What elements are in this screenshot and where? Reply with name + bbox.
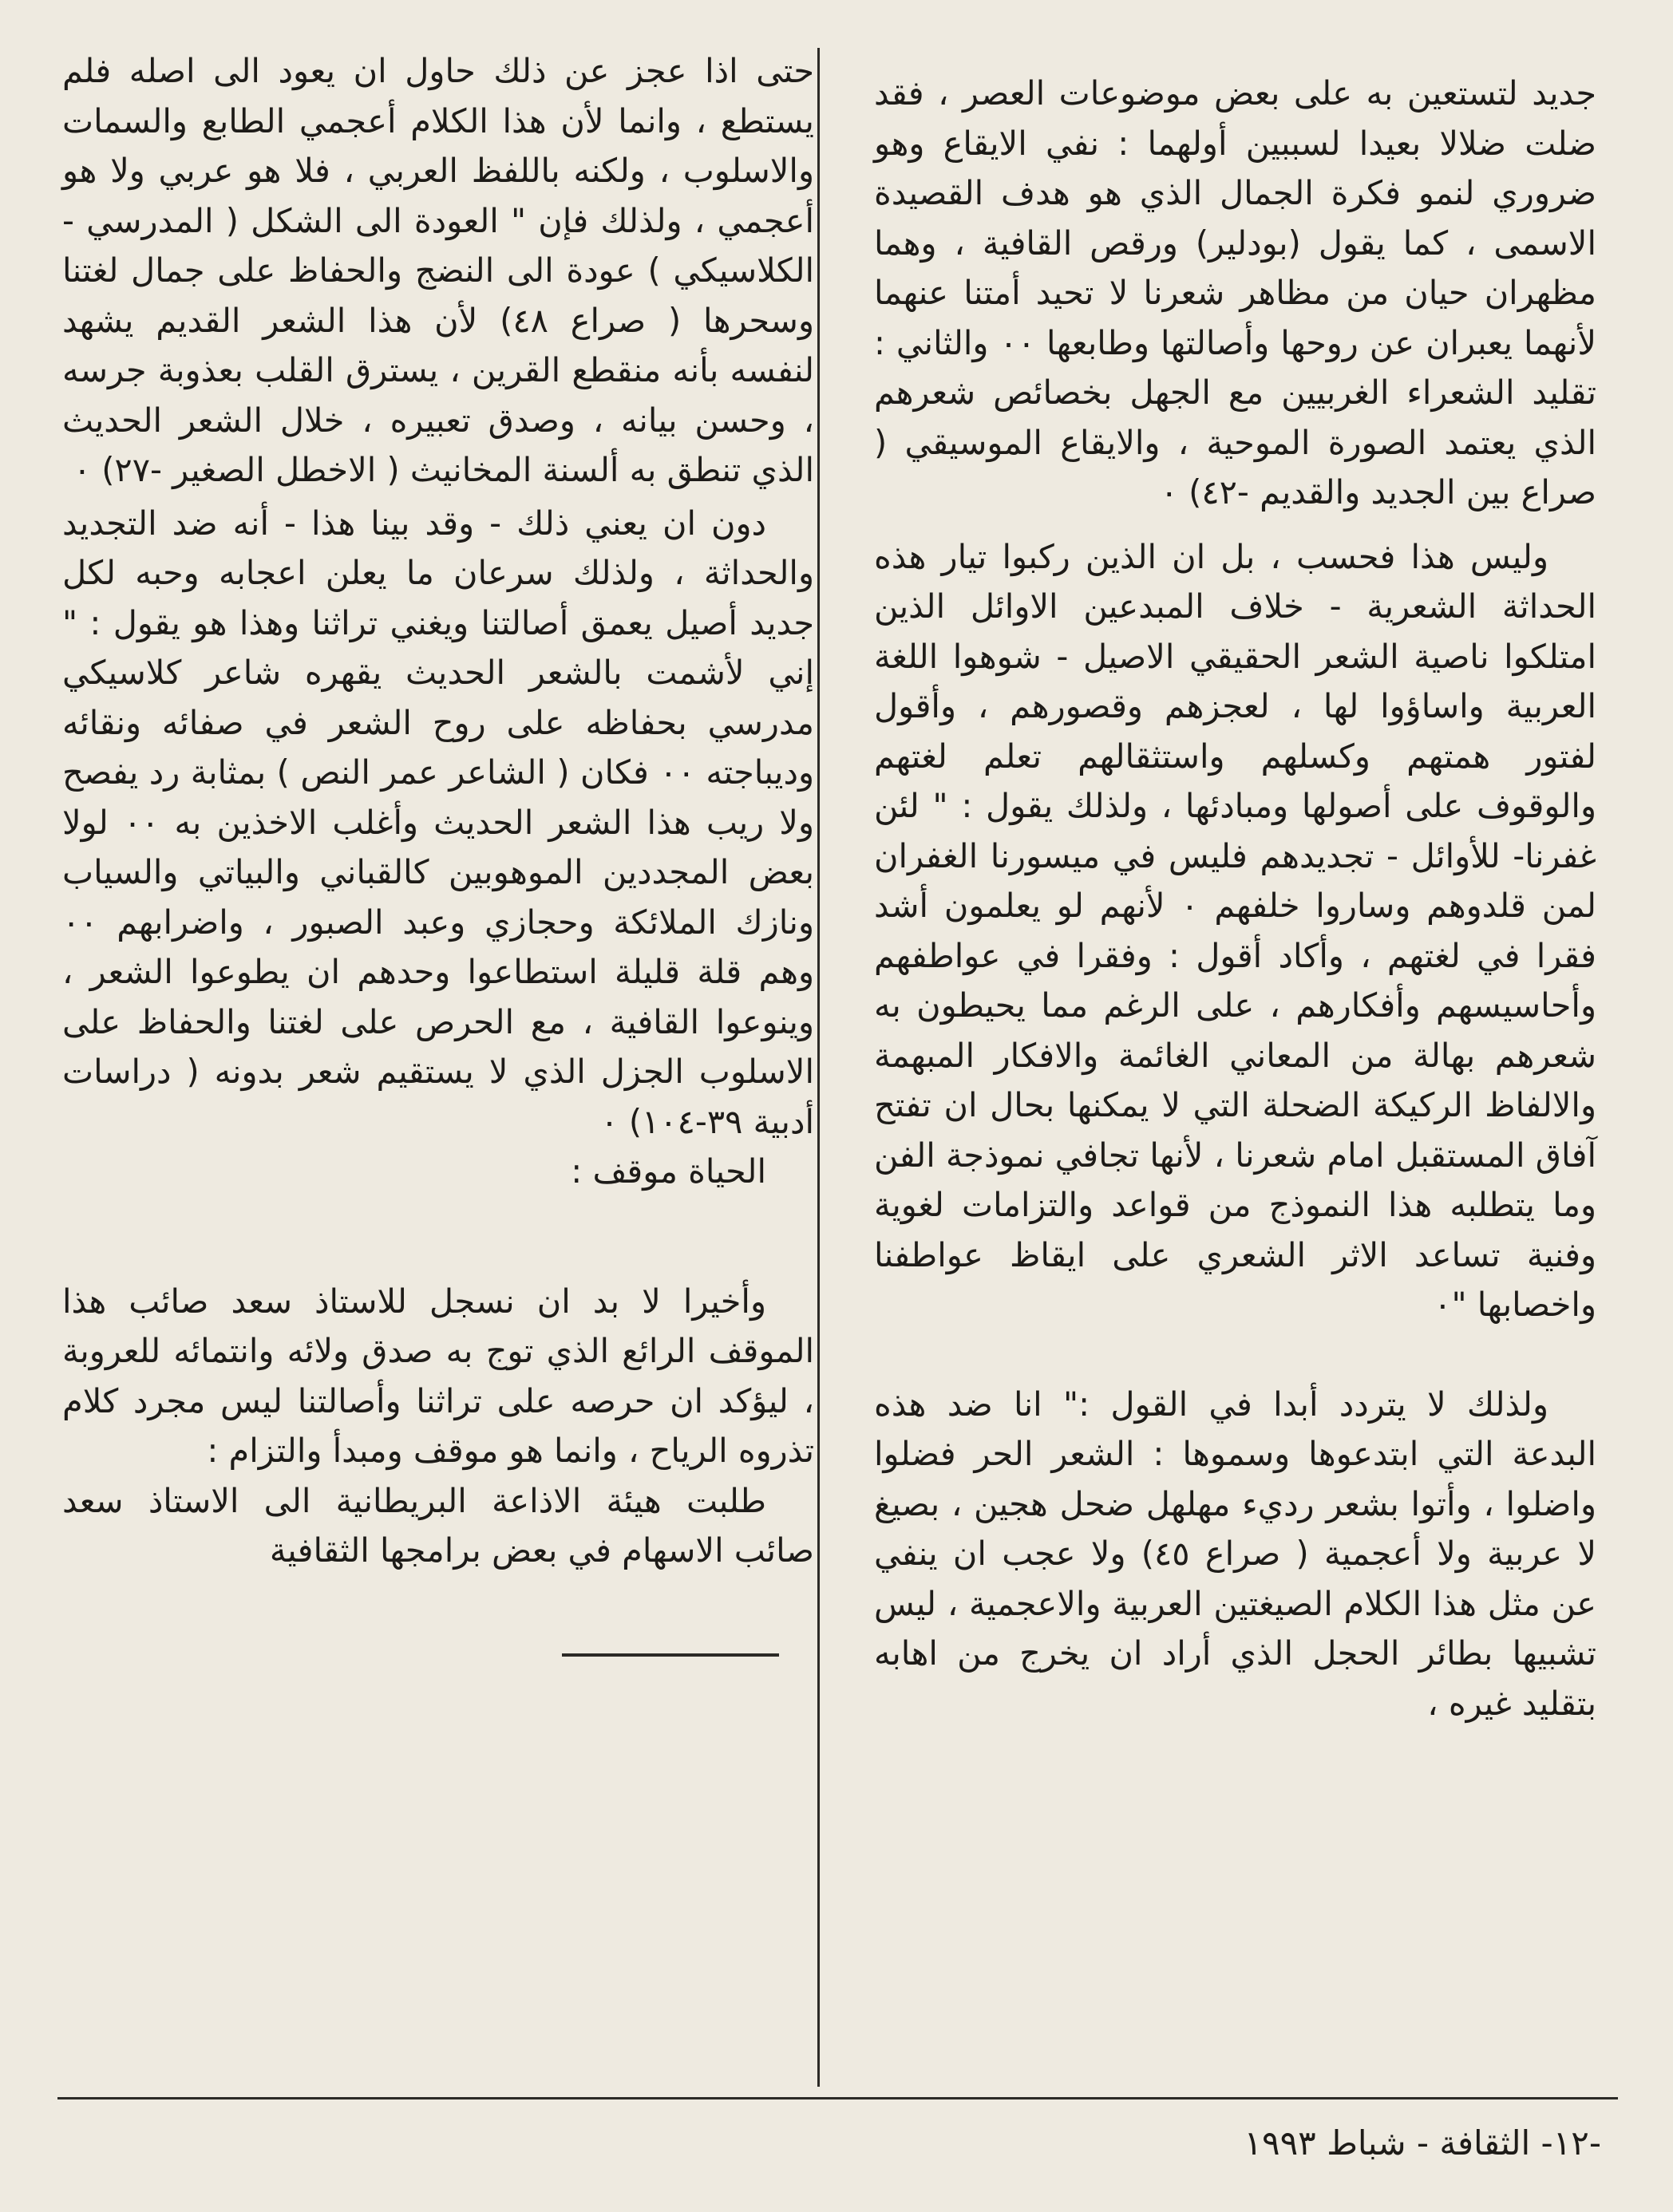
paragraph: جديد لتستعين به على بعض موضوعات العصر ، فقد ضلت ضلالا بعيدا لسببين أولهما : نفي الايقاع وهو ضروري لنمو فكرة الجمال الذي هو هدف القصيدة الاسمى ، كما يقول (بودلير) ورقص القافية ، وهما مظهران حيان من مظاهر شعرنا لا تحيد أمتنا عنهما لأنهما يعبران عن روحها وأصالتها وطابعها ٠٠ والثاني : تقليد الشعراء الغربيين مع الجهل بخصائص شعرهم الذي يعتمد الصورة الموحية ، والايقاع الموسيقي ( صراع بين الجديد والقديم -٤٢) ٠ [874, 73, 1596, 512]
paragraph: طلبت هيئة الاذاعة البريطانية الى الاستاذ سعد صائب الاسهام في بعض برامجها الثقافية [62, 1480, 814, 1570]
column-divider [817, 48, 820, 2087]
paragraph: وليس هذا فحسب ، بل ان الذين ركبوا تيار هذه الحداثة الشعرية - خلاف المبدعين الاوائل الذين امتلكوا ناصية الشعر الحقيقي الاصيل - شوهوا اللغة العربية واساؤوا لها ، لعجزهم وقصورهم ، وأقول لفتور همتهم وكسلهم واستثقالهم تعلم لغتهم والوقوف على أصولها ومبادئها ، ولذلك يقول : " لئن غفرنا- للأوائل - تجديدهم فليس في ميسورنا الغفران لمن قلدوهم وساروا خلفهم ٠ لأنهم لو يعلمون أشد فقرا في لغتهم ، وأكاد أقول : وفقرا في عواطفهم وأحاسيسهم وأفكارهم ، على الرغم مما يحيطون به شعرهم بهالة من المعاني الغائمة والافكار المبهمة والالفاظ الركيكة الضحلة التي لا يمكنها بحال ان تفتح آفاق المستقبل امام شعرنا ، لأنها تجافي نموذجة الفن وما يتطلبه هذا النموذج من قواعد والتزامات لغوية وفنية تساعد الاثر الشعري على ايقاظ عواطفنا واخصابها "٠ [874, 536, 1596, 1324]
paragraph: وأخيرا لا بد ان نسجل للاستاذ سعد صائب هذا الموقف الرائع الذي توج به صدق ولائه وانتمائه للعروبة ، ليؤكد ان حرصه على تراثنا وأصالتنا ليس مجرد كلام تذروه الرياح ، وانما هو موقف ومبدأ والتزام : [62, 1281, 814, 1470]
page-footer: -١٢- الثقافة - شباط ١٩٩٣ [1244, 2123, 1601, 2163]
left-column [62, 46, 814, 1576]
footer-rule [57, 2097, 1618, 2099]
section-divider [562, 1653, 779, 1657]
paragraph: ولذلك لا يتردد أبدا في القول :" انا ضد هذه البدعة التي ابتدعوها وسموها : الشعر الحر فضلوا واضلوا ، وأتوا بشعر رديء مهلهل ضحل هجين ، بصيغ لا عربية ولا أعجمية ( صراع ٤٥) ولا عجب ان ينفي عن مثل هذا الكلام الصيغتين العربية والاعجمية ، ليس تشبيها بطائر الحجل الذي أراد ان يخرج من اهابه بتقليد غيره ، [874, 1384, 1596, 1723]
right-column [874, 69, 1596, 1728]
section-heading: الحياة موقف : [571, 1151, 766, 1191]
paragraph: دون ان يعني ذلك - وقد بينا هذا - أنه ضد التجديد والحداثة ، ولذلك سرعان ما يعلن اعجابه وحبه لكل جديد أصيل يعمق أصالتنا ويغني تراثنا وهذا هو يقول : " إني لأشمت بالشعر الحديث يقهره شاعر كلاسيكي مدرسي بحفاظه على روح الشعر في صفائه ونقائه وديباجته ٠٠ فكان ( الشاعر عمر النص ) بمثابة رد يفصح ولا ريب هذا الشعر الحديث وأغلب الاخذين به ٠٠ لولا بعض المجددين الموهوبين كالقباني والبياتي والسياب ونازك الملائكة وحجازي وعبد الصبور ، واضرابهم ٠٠ وهم قلة قليلة استطاعوا وحدهم ان يطوعوا الشعر ، وينوعوا القافية ، مع الحرص على لغتنا والحفاظ على الاسلوب الجزل الذي لا يستقيم شعر بدونه ( دراسات أدبية ٣٩-١٠٤) ٠ [62, 503, 814, 1141]
paragraph: حتى اذا عجز عن ذلك حاول ان يعود الى اصله فلم يستطع ، وانما لأن هذا الكلام أعجمي الطابع والسمات والاسلوب ، ولكنه باللفظ العربي ، فلا هو عربي ولا هو أعجمي ، ولذلك فإن " العودة الى الشكل ( المدرسي - الكلاسيكي ) عودة الى النضج والحفاظ على جمال لغتنا وسحرها ( صراع ٤٨) لأن هذا الشعر القديم يشهد لنفسه بأنه منقطع القرين ، يسترق القلب بعذوبة جرسه ، وحسن بيانه ، وصدق تعبيره ، خلال الشعر الحديث الذي تنطق به ألسنة المخانيث ( الاخطل الصغير -٢٧) ٠ [62, 51, 814, 489]
